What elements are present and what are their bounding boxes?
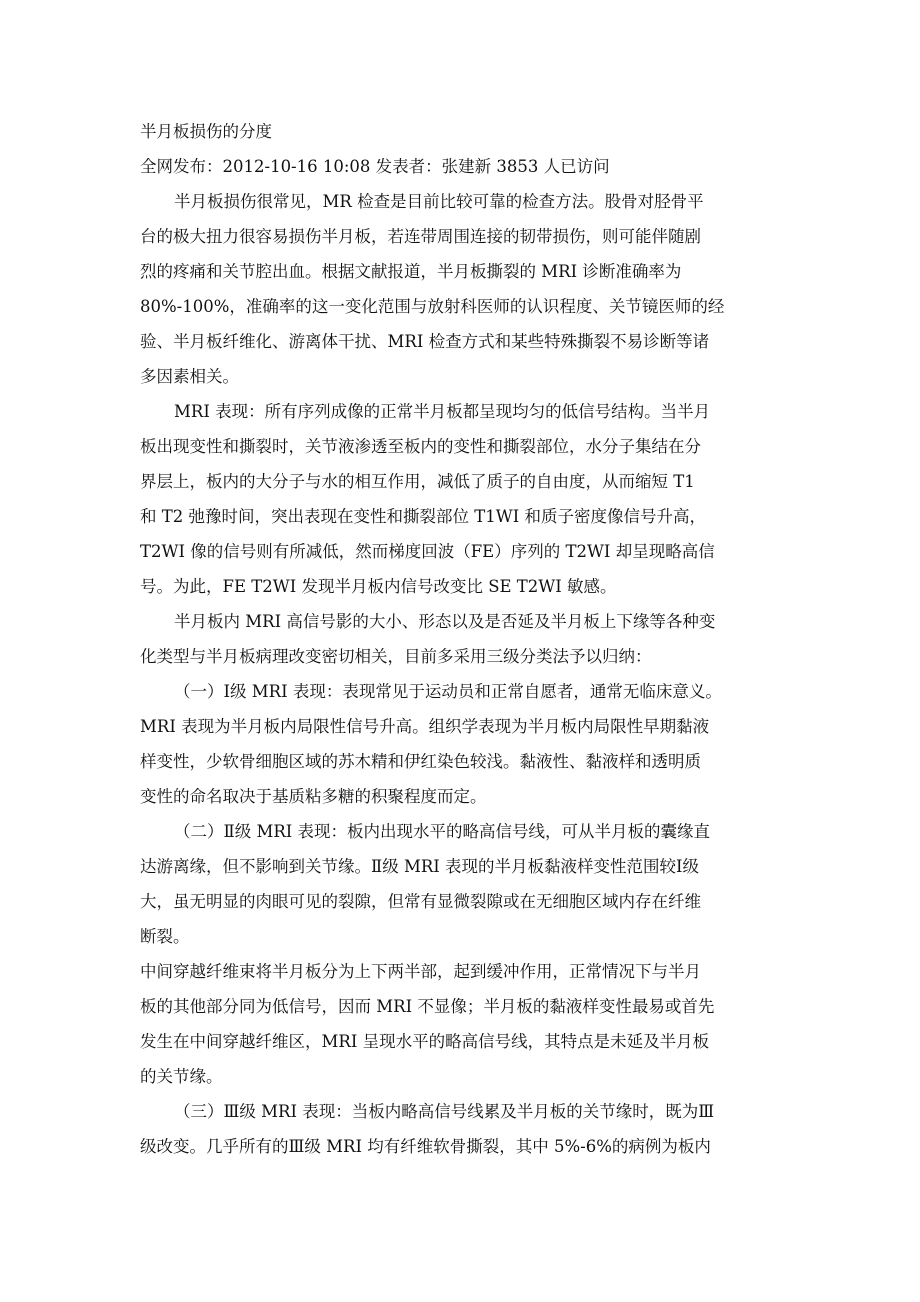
paragraph-line: T2WI 像的信号则有所减低，然而梯度回波（FE）序列的 T2WI 却呈现略高信 xyxy=(140,542,715,561)
paragraph-line: 半月板内 MRI 高信号影的大小、形态以及是否延及半月板上下缘等各种变 xyxy=(174,612,716,631)
paragraph-line: 多因素相关。 xyxy=(140,367,239,386)
paragraph-line: 和 T2 弛豫时间，突出表现在变性和撕裂部位 T1WI 和质子密度像信号升高， xyxy=(140,507,706,526)
document-meta: 全网发布：2012-10-16 10:08 发表者：张建新 3853 人已访问 xyxy=(140,157,610,176)
paragraph-line: 板的其他部分同为低信号，因而 MRI 不显像；半月板的黏液样变性最易或首先 xyxy=(140,997,715,1016)
paragraph-line: 级改变。几乎所有的Ⅲ级 MRI 均有纤维软骨撕裂，其中 5%-6%的病例为板内 xyxy=(140,1137,711,1156)
paragraph-line: 达游离缘，但不影响到关节缘。Ⅱ级 MRI 表现的半月板黏液样变性范围较Ⅰ级 xyxy=(140,857,700,876)
paragraph-line: 化类型与半月板病理改变密切相关，目前多采用三级分类法予以归纳： xyxy=(140,647,652,666)
paragraph-line: 验、半月板纤维化、游离体干扰、MRI 检查方式和某些特殊撕裂不易诊断等诸 xyxy=(140,332,710,351)
paragraph-line: 断裂。 xyxy=(140,927,190,946)
paragraph-line: （三）Ⅲ级 MRI 表现：当板内略高信号线累及半月板的关节缘时，既为Ⅲ xyxy=(174,1102,715,1121)
paragraph-line: 发生在中间穿越纤维区，MRI 呈现水平的略高信号线，其特点是未延及半月板 xyxy=(140,1032,710,1051)
paragraph-line: MRI 表现为半月板内局限性信号升高。组织学表现为半月板内局限性早期黏液 xyxy=(140,717,710,736)
paragraph-line: 板出现变性和撕裂时，关节液渗透至板内的变性和撕裂部位，水分子集结在分 xyxy=(140,437,701,456)
document-title: 半月板损伤的分度 xyxy=(140,122,272,141)
paragraph-line: 大，虽无明显的肉眼可见的裂隙，但常有显微裂隙或在无细胞区域内存在纤维 xyxy=(140,892,701,911)
paragraph-line: 80%-100%，准确率的这一变化范围与放射科医师的认识程度、关节镜医师的经 xyxy=(140,297,725,316)
paragraph-line: 中间穿越纤维束将半月板分为上下两半部，起到缓冲作用，正常情况下与半月 xyxy=(140,962,701,981)
paragraph-line: 号。为此，FE T2WI 发现半月板内信号改变比 SE T2WI 敏感。 xyxy=(140,577,617,596)
paragraph-line: （一）Ⅰ级 MRI 表现：表现常见于运动员和正常自愿者，通常无临床意义。 xyxy=(174,682,722,701)
paragraph-line: 界层上，板内的大分子与水的相互作用，减低了质子的自由度，从而缩短 T1 xyxy=(140,472,695,491)
paragraph-line: 烈的疼痛和关节腔出血。根据文献报道，半月板撕裂的 MRI 诊断准确率为 xyxy=(140,262,682,281)
paragraph-line: （二）Ⅱ级 MRI 表现：板内出现水平的略高信号线，可从半月板的囊缘直 xyxy=(174,822,711,841)
paragraph-line: 的关节缘。 xyxy=(140,1067,223,1086)
paragraph-line: 变性的命名取决于基质粘多糖的积聚程度而定。 xyxy=(140,787,487,806)
paragraph-line: 样变性，少软骨细胞区域的苏木精和伊红染色较浅。黏液性、黏液样和透明质 xyxy=(140,752,701,771)
paragraph-line: 台的极大扭力很容易损伤半月板，若连带周围连接的韧带损伤，则可能伴随剧 xyxy=(140,227,701,246)
paragraph-line: MRI 表现：所有序列成像的正常半月板都呈现均匀的低信号结构。当半月 xyxy=(174,402,711,421)
document-body xyxy=(140,114,800,1164)
paragraph-line: 半月板损伤很常见，MR 检查是目前比较可靠的检查方法。股骨对胫骨平 xyxy=(174,192,704,211)
